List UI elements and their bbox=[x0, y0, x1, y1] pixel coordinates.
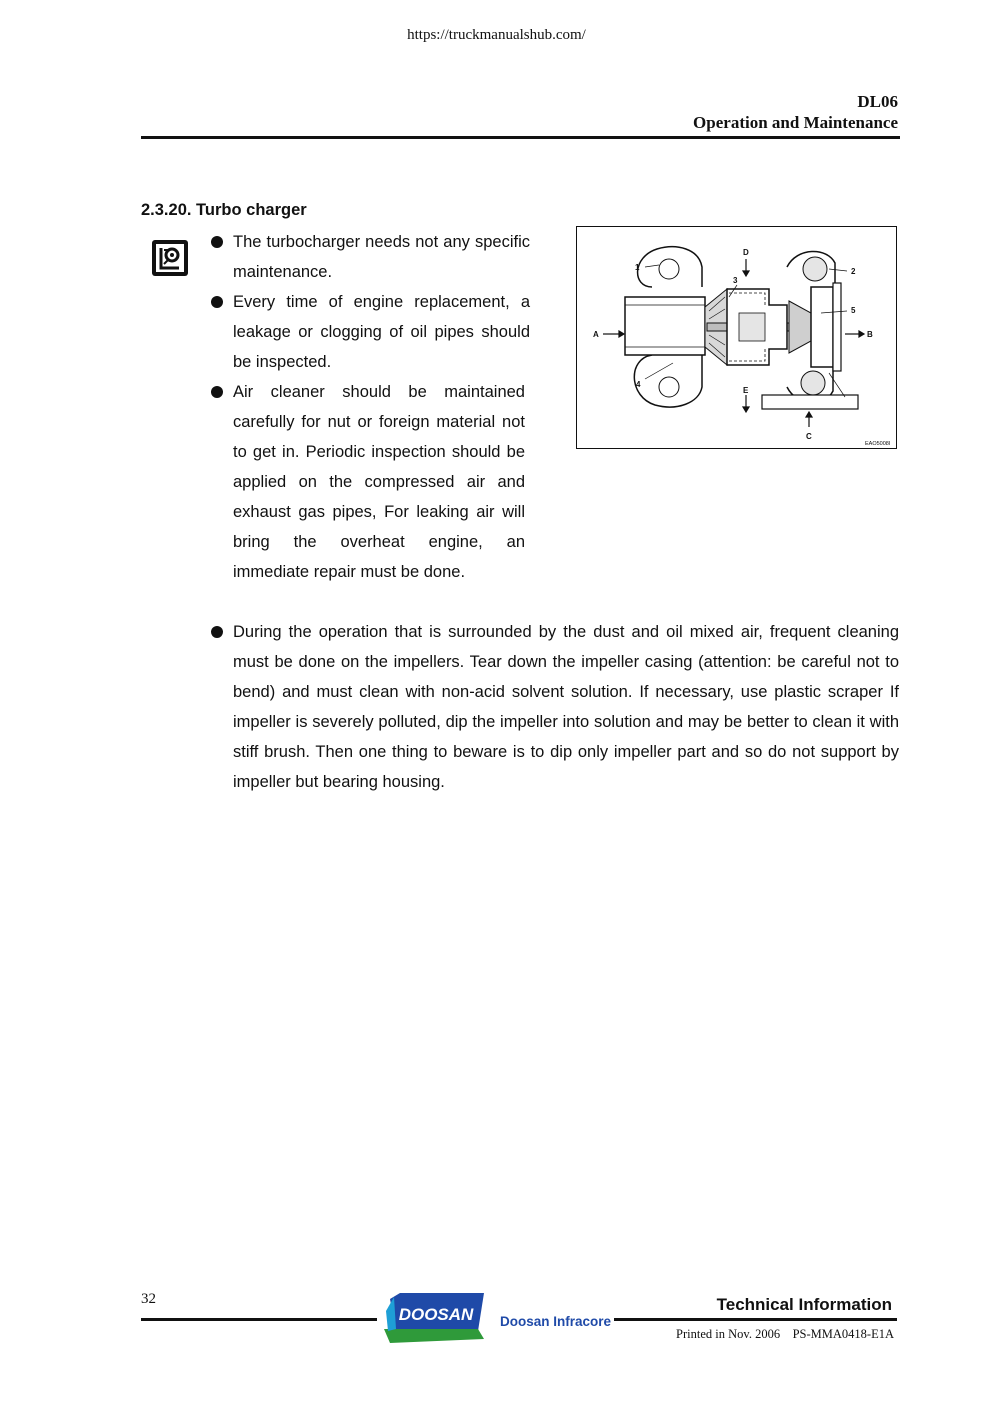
doosan-logo bbox=[382, 1289, 612, 1345]
bullet-list-bottom bbox=[209, 617, 899, 797]
figure-label-a: A bbox=[593, 330, 599, 339]
figure-label-1: 1 bbox=[635, 263, 640, 272]
figure-code: EAO5008I bbox=[865, 441, 891, 447]
maintenance-tool-icon bbox=[150, 238, 190, 278]
bullet-item-maintenance: The turbocharger needs not any specific maintenance. bbox=[209, 227, 530, 287]
footer-rule-right bbox=[614, 1318, 897, 1321]
company-name: Doosan Infracore bbox=[500, 1314, 612, 1329]
figure-label-c: C bbox=[806, 432, 812, 441]
header-title: Operation and Maintenance bbox=[693, 113, 898, 132]
bullet-item-air-cleaner: Air cleaner should be maintained carefully for nut or foreign material not to get in. Periodic inspection should be applied on the compressed air and exhaust gas pipes, For leaking air will bring the overheat engine, an immediate repair must be done. bbox=[209, 377, 525, 587]
footer-section-title: Technical Information bbox=[716, 1295, 892, 1314]
header-rule bbox=[141, 136, 900, 139]
figure-label-e: E bbox=[743, 386, 749, 395]
section-title: 2.3.20. Turbo charger bbox=[141, 201, 307, 219]
bullet-item-oil-pipes: Every time of engine replacement, a leakage or clogging of oil pipes should be inspected. bbox=[209, 287, 530, 377]
figure-label-4: 4 bbox=[636, 380, 641, 389]
bullet-list-top bbox=[209, 227, 530, 587]
page-number: 32 bbox=[141, 1291, 156, 1307]
turbocharger-diagram bbox=[576, 226, 897, 449]
figure-label-5: 5 bbox=[851, 306, 856, 315]
source-url: https://truckmanualshub.com/ bbox=[407, 27, 586, 43]
figure-label-3: 3 bbox=[733, 276, 738, 285]
figure-label-2: 2 bbox=[851, 267, 856, 276]
figure-label-d: D bbox=[743, 248, 749, 257]
figure-label-b: B bbox=[867, 330, 873, 339]
header-model: DL06 bbox=[857, 92, 898, 111]
footer-rule-left bbox=[141, 1318, 377, 1321]
bullet-item-impeller-cleaning: During the operation that is surrounded by the dust and oil mixed air, frequent cleaning must be done on the impellers. Tear down the impeller casing (attention: be careful not to bend) and must clean with non-acid solvent solution. If necessary, use plastic scraper If impeller is severely polluted, dip the impeller into solution and may be better to clean it with stiff brush. Then one thing to beware is to dip only impeller part and so do not support by impeller but bearing housing. bbox=[209, 617, 899, 797]
footer-print-info: Printed in Nov. 2006 PS-MMA0418-E1A bbox=[676, 1327, 894, 1341]
logo-wordmark: DOOSAN bbox=[398, 1305, 474, 1324]
